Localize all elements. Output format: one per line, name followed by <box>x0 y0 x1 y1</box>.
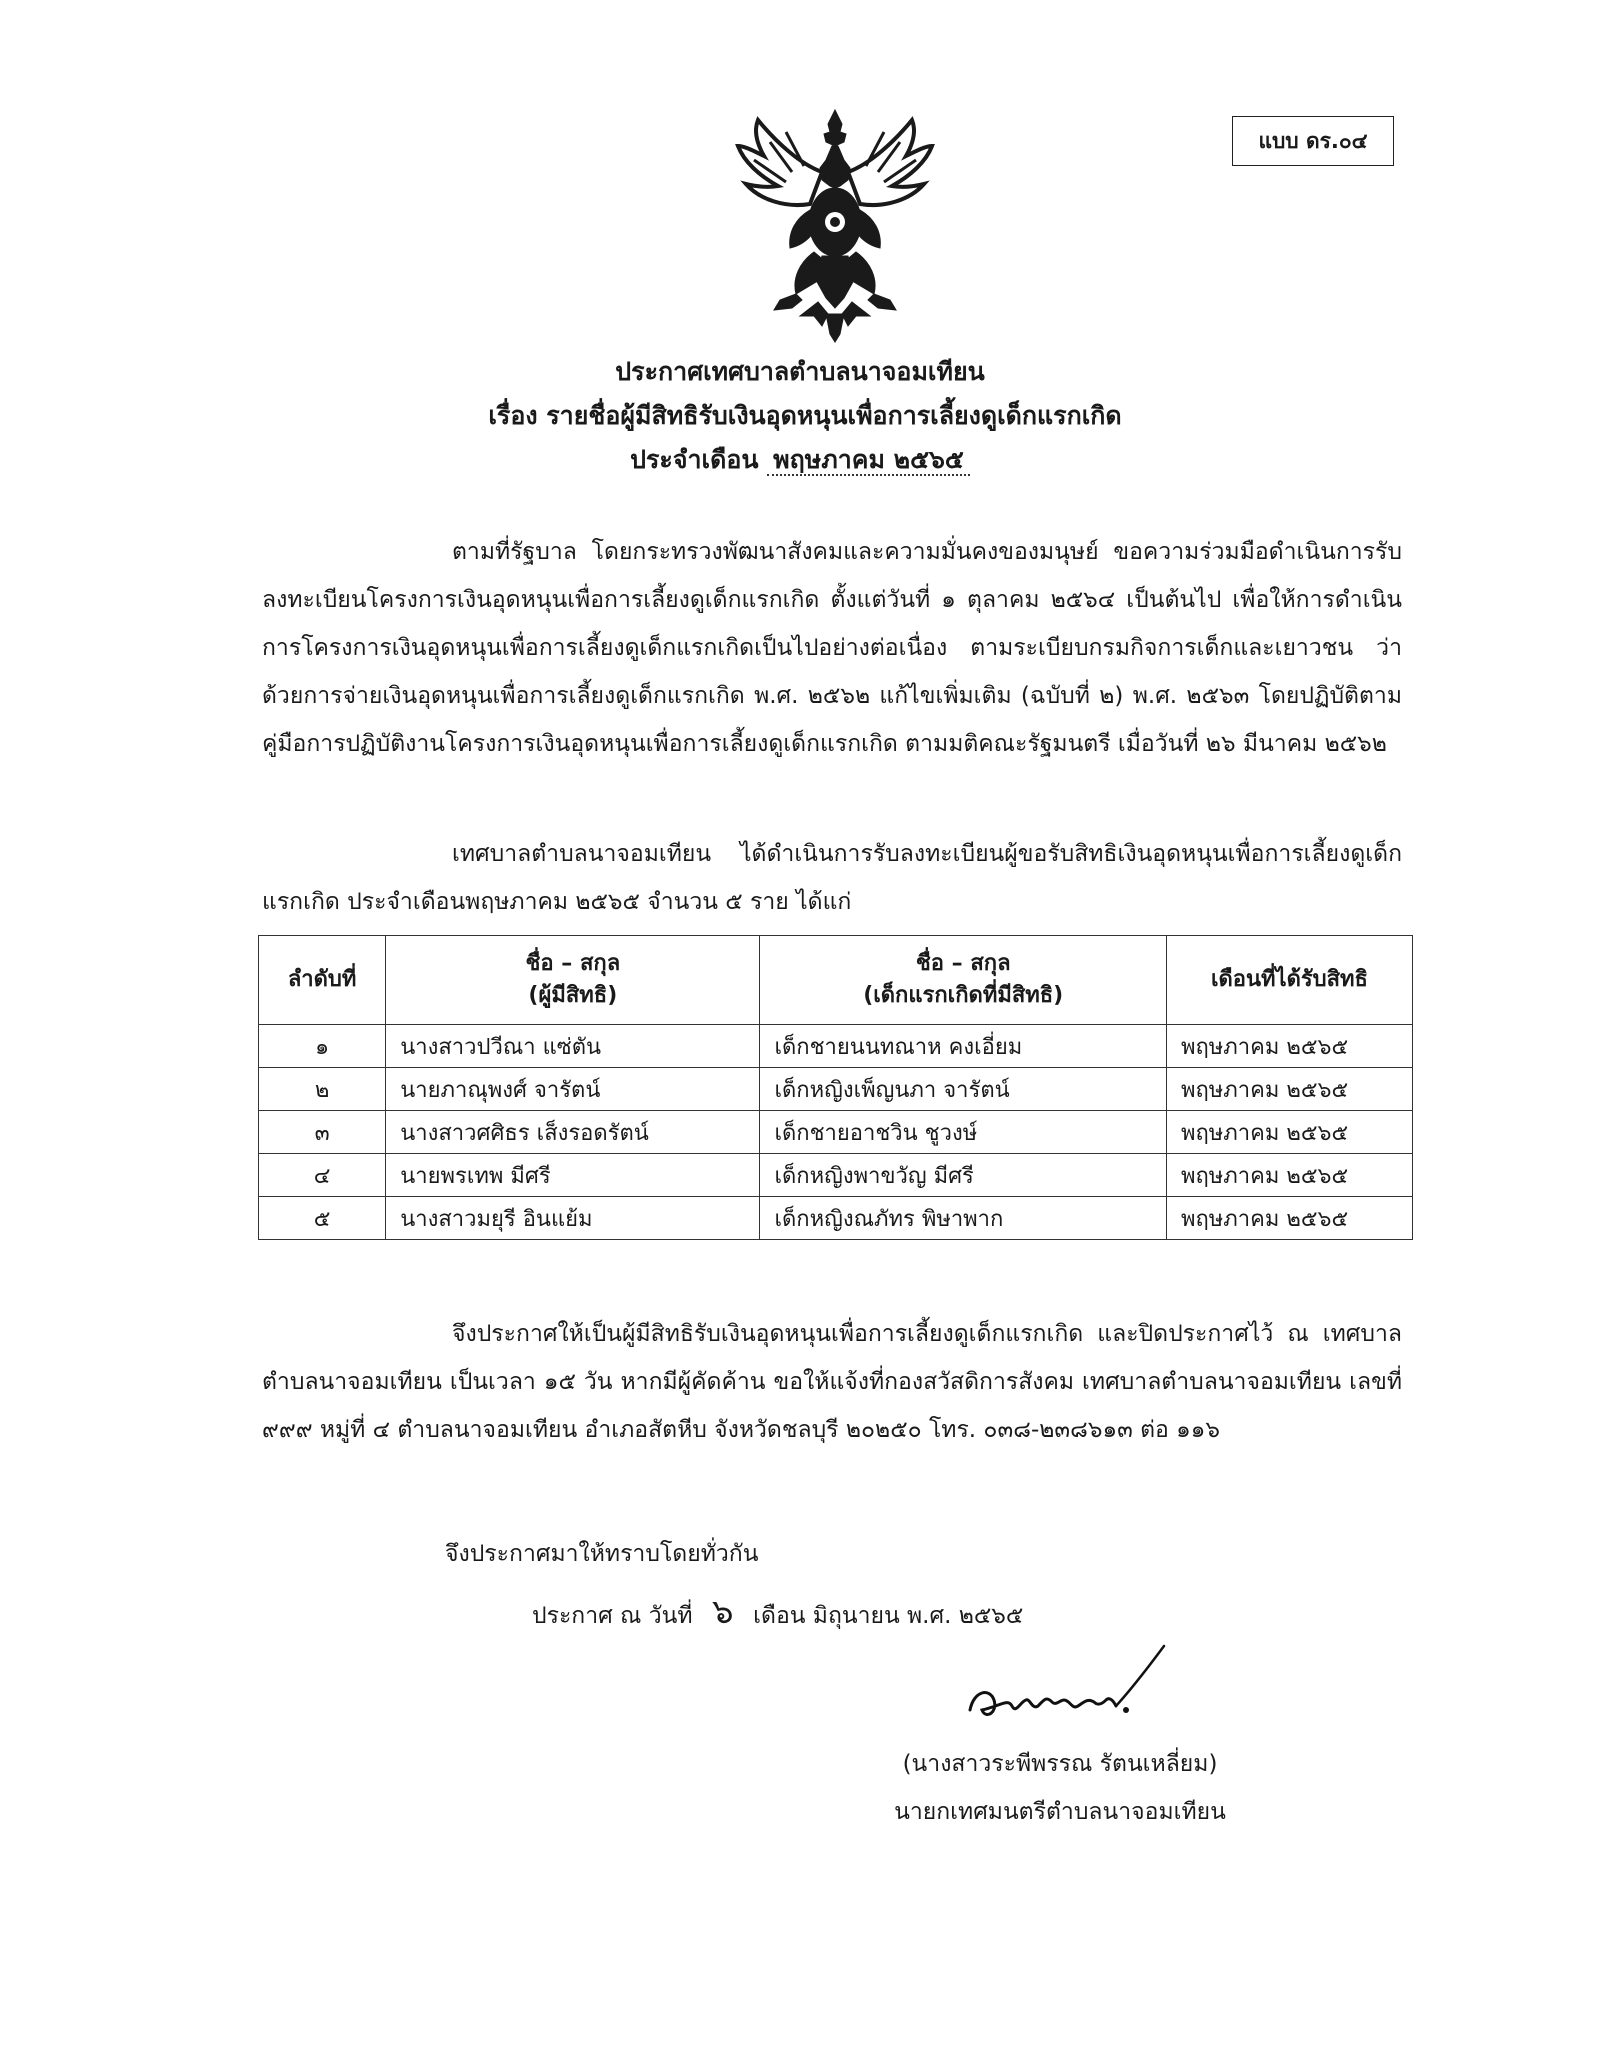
header-child: ชื่อ – สกุล (เด็กแรกเกิดที่มีสิทธิ) <box>760 936 1166 1025</box>
header-no: ลำดับที่ <box>259 936 386 1025</box>
garuda-emblem <box>730 102 940 344</box>
row-no: ๑ <box>259 1025 386 1068</box>
period-prefix: ประจำเดือน <box>630 445 759 474</box>
row-month: พฤษภาคม ๒๕๖๕ <box>1166 1197 1412 1240</box>
date-day: ๖ <box>712 1592 734 1632</box>
row-child: เด็กหญิงณภัทร พิษาพาก <box>760 1197 1166 1240</box>
row-parent: นายพรเทพ มีศรี <box>386 1154 760 1197</box>
table-row <box>259 1068 1413 1111</box>
announcement-period <box>0 438 1600 482</box>
paragraph-background: ตามที่รัฐบาล โดยกระทรวงพัฒนาสังคมและความมั่นคงของมนุษย์ ขอความร่วมมือดำเนินการรับลงทะเบียนโครงการเงินอุดหนุนเพื่อการเลี้ยงดูเด็กแรกเกิด ตั้งแต่วันที่ ๑ ตุลาคม ๒๕๖๔ เป็นต้นไป เพื่อให้การดำเนินการโครงการเงินอุดหนุนเพื่อการเลี้ยงดูเด็กแรกเกิดเป็นไปอย่างต่อเนื่อง ตามระเบียบกรมกิจการเด็กและเยาวชน ว่าด้วยการจ่ายเงินอุดหนุนเพื่อการเลี้ยงดูเด็กแรกเกิด พ.ศ. ๒๕๖๒ แก้ไขเพิ่มเติม (ฉบับที่ ๒) พ.ศ. ๒๕๖๓ โดยปฏิบัติตามคู่มือการปฏิบัติงานโครงการเงินอุดหนุนเพื่อการเลี้ยงดูเด็กแรกเกิด ตามมติคณะรัฐมนตรี เมื่อวันที่ ๒๖ มีนาคม ๒๕๖๒ <box>262 539 1402 757</box>
announcement-title: ประกาศเทศบาลตำบลนาจอมเทียน <box>615 357 985 386</box>
table-row <box>259 1154 1413 1197</box>
period-value: พฤษภาคม ๒๕๖๕ <box>767 445 970 476</box>
row-parent: นางสาวปวีณา แซ่ตัน <box>386 1025 760 1068</box>
row-no: ๒ <box>259 1068 386 1111</box>
date-suffix: เดือน มิถุนายน พ.ศ. ๒๕๖๕ <box>753 1603 1024 1629</box>
paragraph-objection: จึงประกาศให้เป็นผู้มีสิทธิรับเงินอุดหนุนเพื่อการเลี้ยงดูเด็กแรกเกิด และปิดประกาศไว้ ณ เทศบาลตำบลนาจอมเทียน เป็นเวลา ๑๕ วัน หากมีผู้คัดค้าน ขอให้แจ้งที่กองสวัสดิการสังคม เทศบาลตำบลนาจอมเทียน เลขที่ ๙๙๙ หมู่ที่ ๔ ตำบลนาจอมเทียน อำเภอสัตหีบ จังหวัดชลบุรี ๒๐๒๕๐ โทร. ๐๓๘-๒๓๘๖๑๓ ต่อ ๑๑๖ <box>262 1321 1402 1443</box>
table-row <box>259 1197 1413 1240</box>
row-parent: นายภาณุพงศ์ จารัตน์ <box>386 1068 760 1111</box>
row-child: เด็กหญิงพาขวัญ มีศรี <box>760 1154 1166 1197</box>
table-row <box>259 1111 1413 1154</box>
recipients-table <box>258 935 1413 1240</box>
row-month: พฤษภาคม ๒๕๖๕ <box>1166 1025 1412 1068</box>
row-month: พฤษภาคม ๒๕๖๕ <box>1166 1111 1412 1154</box>
header-parent: ชื่อ – สกุล (ผู้มีสิทธิ) <box>386 936 760 1025</box>
date-prefix: ประกาศ ณ วันที่ <box>532 1603 693 1629</box>
table-row <box>259 1025 1413 1068</box>
row-parent: นางสาวมยุรี อินแย้ม <box>386 1197 760 1240</box>
row-month: พฤษภาคม ๒๕๖๕ <box>1166 1154 1412 1197</box>
row-child: เด็กหญิงเพ็ญนภา จารัตน์ <box>760 1068 1166 1111</box>
row-no: ๔ <box>259 1154 386 1197</box>
form-code-box: แบบ ดร.๐๔ <box>1232 116 1394 166</box>
row-child: เด็กชายนนทณาห คงเอี่ยม <box>760 1025 1166 1068</box>
signature-mark <box>960 1640 1170 1730</box>
row-no: ๓ <box>259 1111 386 1154</box>
row-no: ๕ <box>259 1197 386 1240</box>
announcement-heading <box>0 350 1600 482</box>
paragraph-registration: เทศบาลตำบลนาจอมเทียน ได้ดำเนินการรับลงทะเบียนผู้ขอรับสิทธิเงินอุดหนุนเพื่อการเลี้ยงดูเด็กแรกเกิด ประจำเดือนพฤษภาคม ๒๕๖๕ จำนวน ๕ ราย ได้แก่ <box>262 841 1402 915</box>
row-parent: นางสาวศศิธร เส็งรอดรัตน์ <box>386 1111 760 1154</box>
signatory-name: (นางสาวระพีพรรณ รัตนเหลี่ยม) <box>902 1751 1218 1777</box>
row-child: เด็กชายอาชวิน ชูวงษ์ <box>760 1111 1166 1154</box>
table-header-row <box>259 936 1413 1025</box>
row-month: พฤษภาคม ๒๕๖๕ <box>1166 1068 1412 1111</box>
announcement-date <box>532 1592 1023 1636</box>
paragraph-closing: จึงประกาศมาให้ทราบโดยทั่วกัน <box>445 1541 759 1567</box>
header-month: เดือนที่ได้รับสิทธิ <box>1166 936 1412 1025</box>
signatory-position: นายกเทศมนตรีตำบลนาจอมเทียน <box>894 1799 1226 1825</box>
announcement-subject: เรื่อง รายชื่อผู้มีสิทธิรับเงินอุดหนุนเพื่อการเลี้ยงดูเด็กแรกเกิด <box>488 401 1122 430</box>
